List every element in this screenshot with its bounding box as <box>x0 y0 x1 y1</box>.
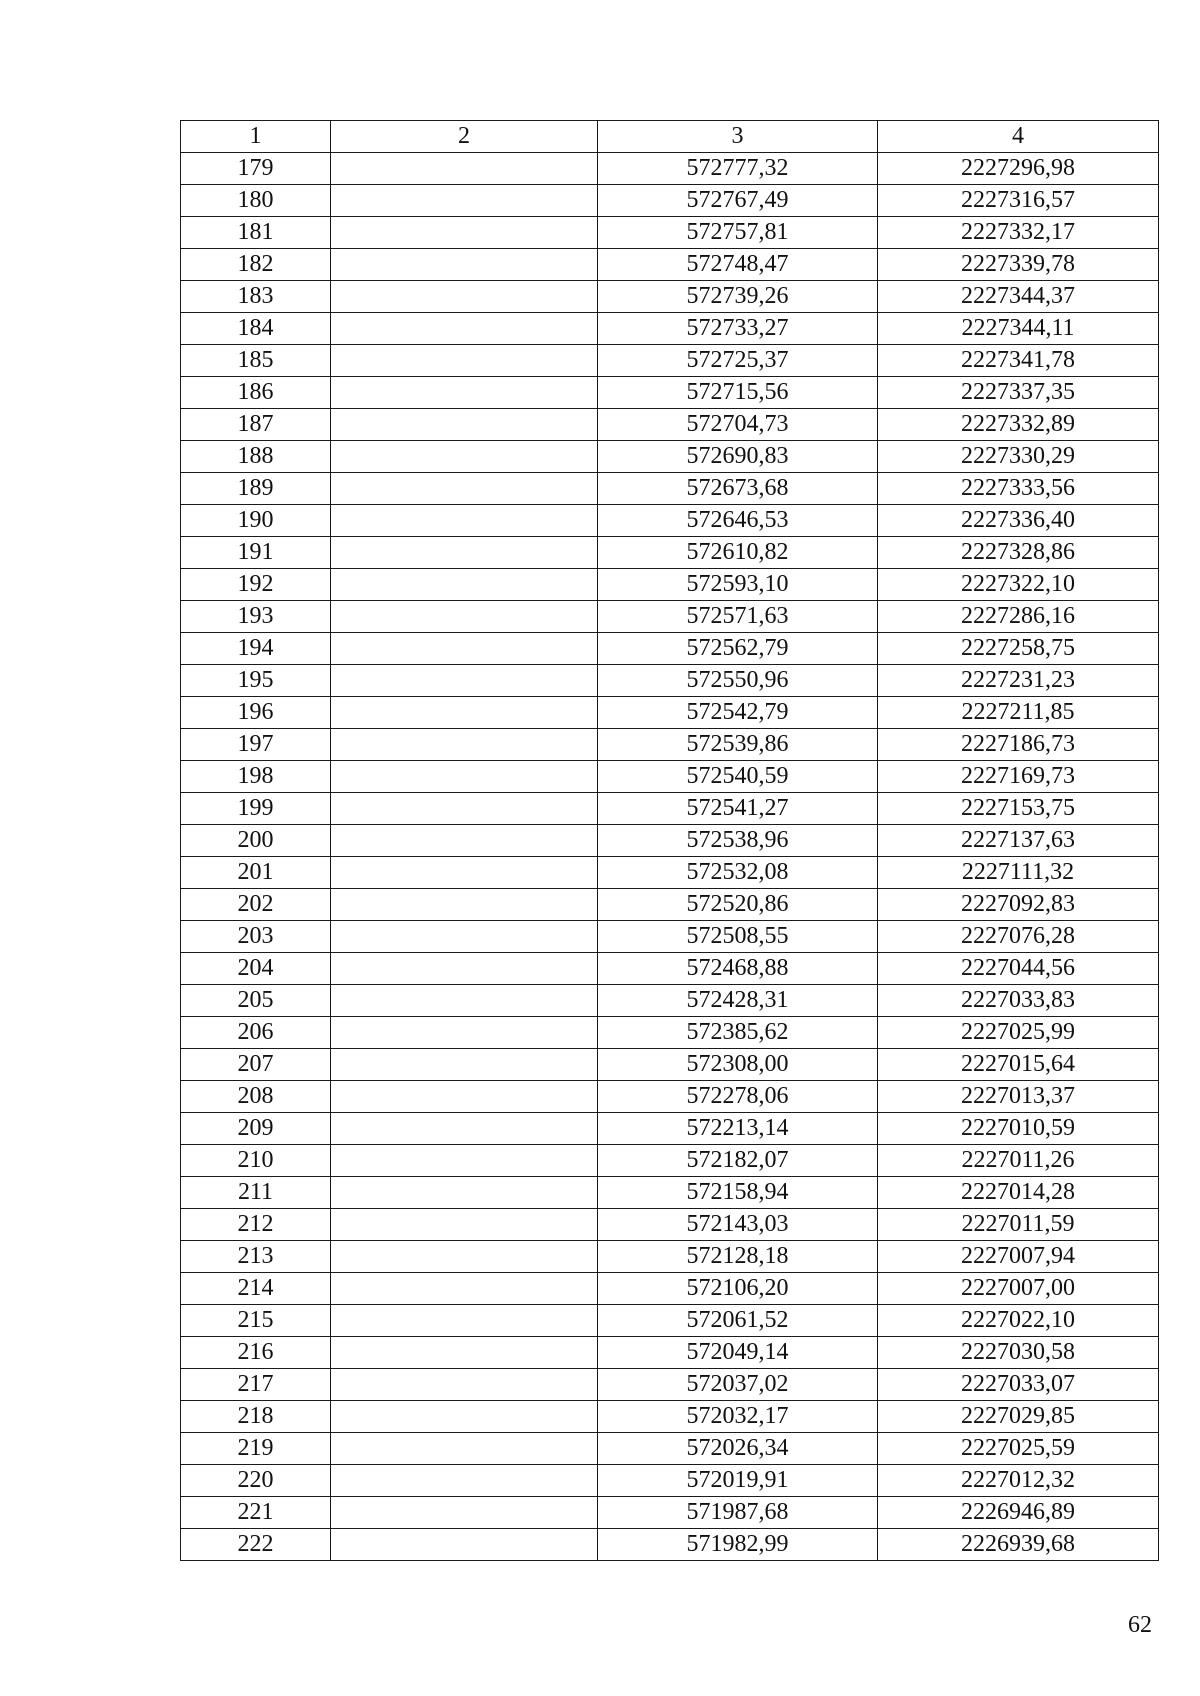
point-number-cell: 218 <box>181 1401 331 1433</box>
x-coordinate-cell: 572646,53 <box>598 505 878 537</box>
empty-cell <box>331 345 598 377</box>
empty-cell <box>331 153 598 185</box>
table-row <box>181 249 1159 281</box>
x-coordinate-cell: 572757,81 <box>598 217 878 249</box>
empty-cell <box>331 537 598 569</box>
point-number-cell: 207 <box>181 1049 331 1081</box>
table-row <box>181 217 1159 249</box>
table-row <box>181 409 1159 441</box>
empty-cell <box>331 601 598 633</box>
x-coordinate-cell: 571987,68 <box>598 1497 878 1529</box>
x-coordinate-cell: 572541,27 <box>598 793 878 825</box>
x-coordinate-cell: 572538,96 <box>598 825 878 857</box>
table-header-row <box>181 121 1159 153</box>
point-number-cell: 196 <box>181 697 331 729</box>
x-coordinate-cell: 572593,10 <box>598 569 878 601</box>
table-row <box>181 153 1159 185</box>
empty-cell <box>331 1529 598 1561</box>
point-number-cell: 206 <box>181 1017 331 1049</box>
point-number-cell: 185 <box>181 345 331 377</box>
y-coordinate-cell: 2227332,89 <box>878 409 1159 441</box>
x-coordinate-cell: 572508,55 <box>598 921 878 953</box>
point-number-cell: 181 <box>181 217 331 249</box>
empty-cell <box>331 185 598 217</box>
y-coordinate-cell: 2227337,35 <box>878 377 1159 409</box>
y-coordinate-cell: 2227186,73 <box>878 729 1159 761</box>
table-row <box>181 1433 1159 1465</box>
table-row <box>181 601 1159 633</box>
x-coordinate-cell: 572739,26 <box>598 281 878 313</box>
table-row <box>181 825 1159 857</box>
point-number-cell: 219 <box>181 1433 331 1465</box>
point-number-cell: 212 <box>181 1209 331 1241</box>
x-coordinate-cell: 572715,56 <box>598 377 878 409</box>
table-row <box>181 1529 1159 1561</box>
x-coordinate-cell: 572673,68 <box>598 473 878 505</box>
point-number-cell: 180 <box>181 185 331 217</box>
empty-cell <box>331 825 598 857</box>
x-coordinate-cell: 572308,00 <box>598 1049 878 1081</box>
x-coordinate-cell: 572571,63 <box>598 601 878 633</box>
table-row <box>181 1209 1159 1241</box>
header-cell-y-coordinate: 4 <box>878 121 1159 153</box>
empty-cell <box>331 953 598 985</box>
point-number-cell: 202 <box>181 889 331 921</box>
empty-cell <box>331 1433 598 1465</box>
point-number-cell: 215 <box>181 1305 331 1337</box>
point-number-cell: 201 <box>181 857 331 889</box>
y-coordinate-cell: 2227316,57 <box>878 185 1159 217</box>
table-row <box>181 953 1159 985</box>
point-number-cell: 193 <box>181 601 331 633</box>
point-number-cell: 213 <box>181 1241 331 1273</box>
y-coordinate-cell: 2227153,75 <box>878 793 1159 825</box>
point-number-cell: 191 <box>181 537 331 569</box>
y-coordinate-cell: 2227169,73 <box>878 761 1159 793</box>
y-coordinate-cell: 2227010,59 <box>878 1113 1159 1145</box>
y-coordinate-cell: 2227030,58 <box>878 1337 1159 1369</box>
point-number-cell: 190 <box>181 505 331 537</box>
table-row <box>181 1273 1159 1305</box>
table-row <box>181 1113 1159 1145</box>
empty-cell <box>331 441 598 473</box>
x-coordinate-cell: 572032,17 <box>598 1401 878 1433</box>
x-coordinate-cell: 572019,91 <box>598 1465 878 1497</box>
empty-cell <box>331 921 598 953</box>
table-row <box>181 985 1159 1017</box>
y-coordinate-cell: 2227092,83 <box>878 889 1159 921</box>
x-coordinate-cell: 572061,52 <box>598 1305 878 1337</box>
y-coordinate-cell: 2227339,78 <box>878 249 1159 281</box>
x-coordinate-cell: 572777,32 <box>598 153 878 185</box>
y-coordinate-cell: 2227011,26 <box>878 1145 1159 1177</box>
y-coordinate-cell: 2227258,75 <box>878 633 1159 665</box>
table-row <box>181 889 1159 921</box>
y-coordinate-cell: 2227332,17 <box>878 217 1159 249</box>
x-coordinate-cell: 572026,34 <box>598 1433 878 1465</box>
y-coordinate-cell: 2227007,94 <box>878 1241 1159 1273</box>
empty-cell <box>331 217 598 249</box>
point-number-cell: 210 <box>181 1145 331 1177</box>
empty-cell <box>331 1305 598 1337</box>
x-coordinate-cell: 572278,06 <box>598 1081 878 1113</box>
y-coordinate-cell: 2227137,63 <box>878 825 1159 857</box>
table-row <box>181 1497 1159 1529</box>
point-number-cell: 205 <box>181 985 331 1017</box>
point-number-cell: 188 <box>181 441 331 473</box>
table-row <box>181 377 1159 409</box>
x-coordinate-cell: 572562,79 <box>598 633 878 665</box>
y-coordinate-cell: 2227344,37 <box>878 281 1159 313</box>
table-row <box>181 633 1159 665</box>
point-number-cell: 195 <box>181 665 331 697</box>
x-coordinate-cell: 572213,14 <box>598 1113 878 1145</box>
empty-cell <box>331 1465 598 1497</box>
point-number-cell: 179 <box>181 153 331 185</box>
empty-cell <box>331 473 598 505</box>
table-row <box>181 1369 1159 1401</box>
point-number-cell: 192 <box>181 569 331 601</box>
table-row <box>181 1145 1159 1177</box>
x-coordinate-cell: 572550,96 <box>598 665 878 697</box>
point-number-cell: 203 <box>181 921 331 953</box>
empty-cell <box>331 1369 598 1401</box>
table-row <box>181 729 1159 761</box>
table-row <box>181 1401 1159 1433</box>
y-coordinate-cell: 2227322,10 <box>878 569 1159 601</box>
page-number: 62 <box>1128 1612 1152 1638</box>
point-number-cell: 221 <box>181 1497 331 1529</box>
x-coordinate-cell: 571982,99 <box>598 1529 878 1561</box>
x-coordinate-cell: 572610,82 <box>598 537 878 569</box>
table-row <box>181 1241 1159 1273</box>
empty-cell <box>331 857 598 889</box>
y-coordinate-cell: 2227328,86 <box>878 537 1159 569</box>
x-coordinate-cell: 572428,31 <box>598 985 878 1017</box>
y-coordinate-cell: 2227111,32 <box>878 857 1159 889</box>
y-coordinate-cell: 2227231,23 <box>878 665 1159 697</box>
empty-cell <box>331 665 598 697</box>
table-row <box>181 1017 1159 1049</box>
point-number-cell: 220 <box>181 1465 331 1497</box>
point-number-cell: 197 <box>181 729 331 761</box>
table-row <box>181 761 1159 793</box>
empty-cell <box>331 1177 598 1209</box>
point-number-cell: 211 <box>181 1177 331 1209</box>
y-coordinate-cell: 2227286,16 <box>878 601 1159 633</box>
y-coordinate-cell: 2227344,11 <box>878 313 1159 345</box>
table-row <box>181 857 1159 889</box>
point-number-cell: 208 <box>181 1081 331 1113</box>
table-row <box>181 665 1159 697</box>
y-coordinate-cell: 2227333,56 <box>878 473 1159 505</box>
x-coordinate-cell: 572143,03 <box>598 1209 878 1241</box>
table-row <box>181 697 1159 729</box>
y-coordinate-cell: 2226939,68 <box>878 1529 1159 1561</box>
empty-cell <box>331 1081 598 1113</box>
empty-cell <box>331 1497 598 1529</box>
x-coordinate-cell: 572542,79 <box>598 697 878 729</box>
y-coordinate-cell: 2227341,78 <box>878 345 1159 377</box>
table-row <box>181 1337 1159 1369</box>
y-coordinate-cell: 2227025,99 <box>878 1017 1159 1049</box>
empty-cell <box>331 889 598 921</box>
point-number-cell: 222 <box>181 1529 331 1561</box>
coordinates-table <box>180 120 1159 1561</box>
table-row <box>181 537 1159 569</box>
y-coordinate-cell: 2227033,83 <box>878 985 1159 1017</box>
y-coordinate-cell: 2227296,98 <box>878 153 1159 185</box>
empty-cell <box>331 377 598 409</box>
x-coordinate-cell: 572182,07 <box>598 1145 878 1177</box>
empty-cell <box>331 281 598 313</box>
x-coordinate-cell: 572748,47 <box>598 249 878 281</box>
point-number-cell: 199 <box>181 793 331 825</box>
y-coordinate-cell: 2227025,59 <box>878 1433 1159 1465</box>
x-coordinate-cell: 572767,49 <box>598 185 878 217</box>
empty-cell <box>331 633 598 665</box>
table-row <box>181 1305 1159 1337</box>
table-row <box>181 185 1159 217</box>
table-row <box>181 793 1159 825</box>
y-coordinate-cell: 2227015,64 <box>878 1049 1159 1081</box>
table-row <box>181 345 1159 377</box>
table-row <box>181 473 1159 505</box>
y-coordinate-cell: 2227076,28 <box>878 921 1159 953</box>
y-coordinate-cell: 2226946,89 <box>878 1497 1159 1529</box>
empty-cell <box>331 1145 598 1177</box>
empty-cell <box>331 1209 598 1241</box>
x-coordinate-cell: 572532,08 <box>598 857 878 889</box>
empty-cell <box>331 1401 598 1433</box>
empty-cell <box>331 313 598 345</box>
empty-cell <box>331 1337 598 1369</box>
empty-cell <box>331 1273 598 1305</box>
y-coordinate-cell: 2227336,40 <box>878 505 1159 537</box>
point-number-cell: 183 <box>181 281 331 313</box>
empty-cell <box>331 505 598 537</box>
empty-cell <box>331 1241 598 1273</box>
point-number-cell: 189 <box>181 473 331 505</box>
empty-cell <box>331 249 598 281</box>
x-coordinate-cell: 572539,86 <box>598 729 878 761</box>
point-number-cell: 184 <box>181 313 331 345</box>
y-coordinate-cell: 2227014,28 <box>878 1177 1159 1209</box>
point-number-cell: 216 <box>181 1337 331 1369</box>
point-number-cell: 198 <box>181 761 331 793</box>
point-number-cell: 182 <box>181 249 331 281</box>
header-cell-point-number: 1 <box>181 121 331 153</box>
header-cell-x-coordinate: 3 <box>598 121 878 153</box>
point-number-cell: 200 <box>181 825 331 857</box>
empty-cell <box>331 1049 598 1081</box>
x-coordinate-cell: 572733,27 <box>598 313 878 345</box>
empty-cell <box>331 793 598 825</box>
table-row <box>181 281 1159 313</box>
empty-cell <box>331 569 598 601</box>
point-number-cell: 204 <box>181 953 331 985</box>
x-coordinate-cell: 572037,02 <box>598 1369 878 1401</box>
x-coordinate-cell: 572128,18 <box>598 1241 878 1273</box>
empty-cell <box>331 697 598 729</box>
x-coordinate-cell: 572468,88 <box>598 953 878 985</box>
x-coordinate-cell: 572690,83 <box>598 441 878 473</box>
x-coordinate-cell: 572540,59 <box>598 761 878 793</box>
table-row <box>181 1081 1159 1113</box>
table-row <box>181 921 1159 953</box>
table-row <box>181 313 1159 345</box>
x-coordinate-cell: 572520,86 <box>598 889 878 921</box>
x-coordinate-cell: 572704,73 <box>598 409 878 441</box>
x-coordinate-cell: 572725,37 <box>598 345 878 377</box>
point-number-cell: 209 <box>181 1113 331 1145</box>
y-coordinate-cell: 2227033,07 <box>878 1369 1159 1401</box>
y-coordinate-cell: 2227211,85 <box>878 697 1159 729</box>
y-coordinate-cell: 2227007,00 <box>878 1273 1159 1305</box>
point-number-cell: 217 <box>181 1369 331 1401</box>
table-body <box>181 153 1159 1561</box>
empty-cell <box>331 729 598 761</box>
empty-cell <box>331 761 598 793</box>
header-cell-2: 2 <box>331 121 598 153</box>
x-coordinate-cell: 572106,20 <box>598 1273 878 1305</box>
x-coordinate-cell: 572158,94 <box>598 1177 878 1209</box>
table-row <box>181 505 1159 537</box>
table-row <box>181 1049 1159 1081</box>
point-number-cell: 214 <box>181 1273 331 1305</box>
y-coordinate-cell: 2227029,85 <box>878 1401 1159 1433</box>
y-coordinate-cell: 2227022,10 <box>878 1305 1159 1337</box>
y-coordinate-cell: 2227330,29 <box>878 441 1159 473</box>
y-coordinate-cell: 2227013,37 <box>878 1081 1159 1113</box>
empty-cell <box>331 985 598 1017</box>
empty-cell <box>331 1113 598 1145</box>
point-number-cell: 187 <box>181 409 331 441</box>
empty-cell <box>331 1017 598 1049</box>
empty-cell <box>331 409 598 441</box>
table-row <box>181 1177 1159 1209</box>
y-coordinate-cell: 2227044,56 <box>878 953 1159 985</box>
y-coordinate-cell: 2227012,32 <box>878 1465 1159 1497</box>
x-coordinate-cell: 572049,14 <box>598 1337 878 1369</box>
table-row <box>181 441 1159 473</box>
point-number-cell: 194 <box>181 633 331 665</box>
table-row <box>181 1465 1159 1497</box>
point-number-cell: 186 <box>181 377 331 409</box>
table-row <box>181 569 1159 601</box>
x-coordinate-cell: 572385,62 <box>598 1017 878 1049</box>
y-coordinate-cell: 2227011,59 <box>878 1209 1159 1241</box>
